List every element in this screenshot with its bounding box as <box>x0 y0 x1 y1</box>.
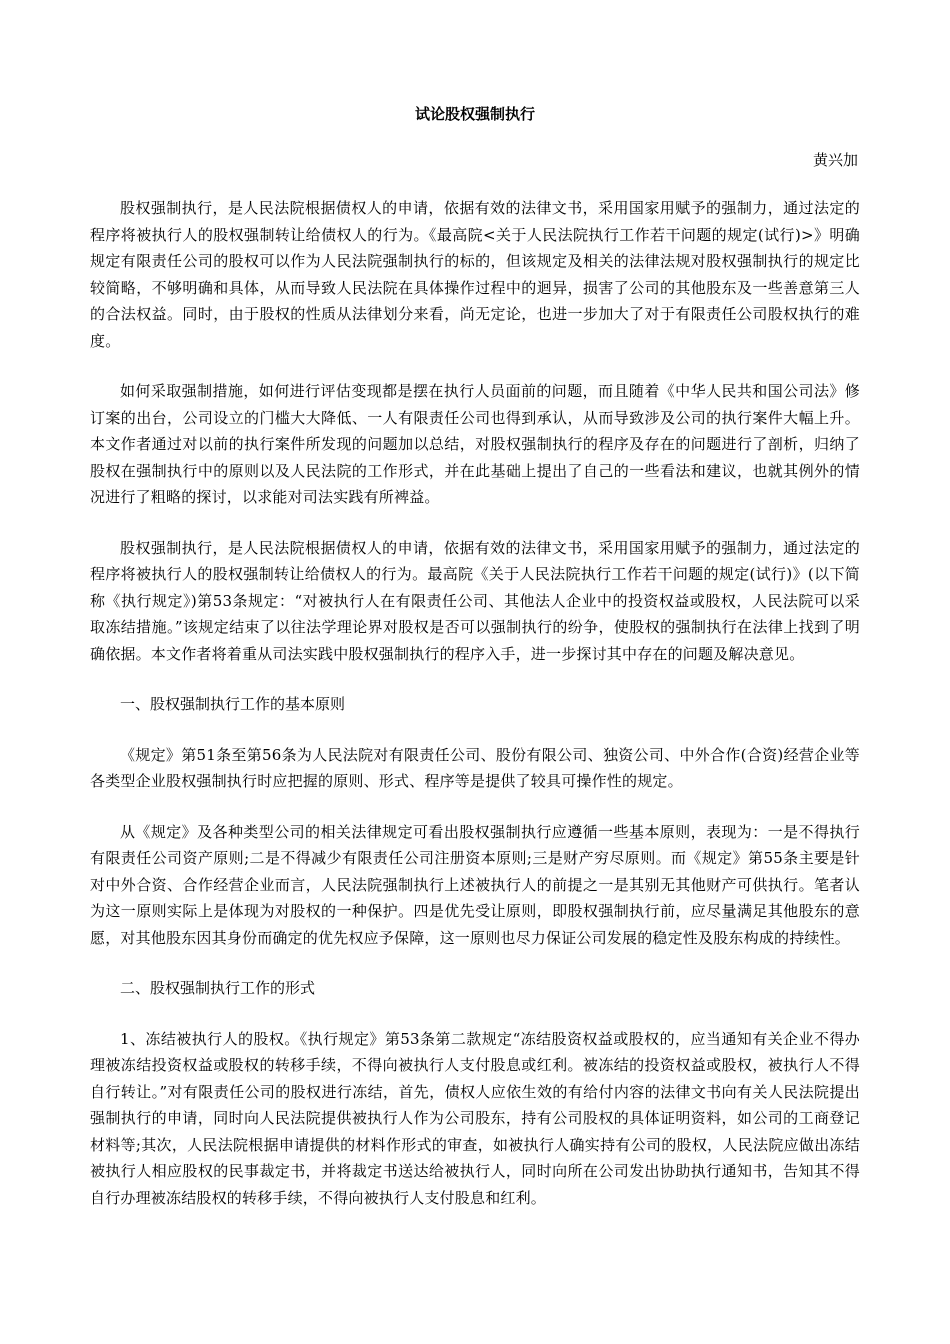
document-title: 试论股权强制执行 <box>414 105 535 123</box>
document-author: 黄兴加 <box>812 151 858 169</box>
paragraph-definition: 股权强制执行，是人民法院根据债权人的申请，依据有效的法律文书，采用国家用赋予的强制力，通过法定的程序将被执行人的股权强制转让给债权人的行为。最高院《关于人民法院执行工作若干问题的规定(试行)》(以下简称《执行规定》)第53条规定：“对被执行人在有限责任公司、其他法人企业中的投资权益或股权，人民法院可以采取冻结措施。”该规定结束了以往法学理论界对股权是否可以强制执行的纷争，使股权的强制执行在法律上找到了明确依据。本文作者将着重从司法实践中股权强制执行的程序入手，进一步探讨其中存在的问题及解决意见。 <box>90 538 860 663</box>
section-heading-forms: 二、股权强制执行工作的形式 <box>120 979 316 997</box>
document-body <box>90 195 860 1235</box>
paragraph-regulations: 《规定》第51条至第56条为人民法院对有限责任公司、股份有限公司、独资公司、中外合作(合资)经营企业等各类型企业股权强制执行时应把握的原则、形式、程序等是提供了较具可操作性的规定。 <box>90 745 860 790</box>
paragraph-intro: 股权强制执行，是人民法院根据债权人的申请，依据有效的法律文书，采用国家用赋予的强制力，通过法定的程序将被执行人的股权强制转让给债权人的行为。《最高院<关于人民法院执行工作若干问题的规定(试行)>》明确规定有限责任公司的股权可以作为人民法院强制执行的标的，但该规定及相关的法律法规对股权强制执行的规定比较简略，不够明确和具体，从而导致人民法院在具体操作过程中的迴异，损害了公司的其他股东及一些善意第三人的合法权益。同时，由于股权的性质从法律划分来看，尚无定论，也进一步加大了对于有限责任公司股权执行的难度。 <box>90 199 860 350</box>
paragraph-principles: 从《规定》及各种类型公司的相关法律规定可看出股权强制执行应遵循一些基本原则，表现为：一是不得执行有限责任公司资产原则;二是不得减少有限责任公司注册资本原则;三是财产穷尽原则。而《规定》第55条主要是针对中外合资、合作经营企业而言，人民法院强制执行上述被执行人的前提之一是其别无其他财产可供执行。笔者认为这一原则实际上是体现为对股权的一种保护。四是优先受让原则，即股权强制执行前，应尽量满足其他股东的意愿，对其他股东因其身份而确定的优先权应予保障，这一原则也尽力保证公司发展的稳定性及股东构成的持续性。 <box>90 822 860 947</box>
paragraph-freeze: 1、冻结被执行人的股权。《执行规定》第53条第二款规定“冻结股资权益或股权的，应当通知有关企业不得办理被冻结投资权益或股权的转移手续，不得向被执行人支付股息或红利。被冻结的投资权益或股权，被执行人不得自行转让。”对有限责任公司的股权进行冻结，首先，债权人应依生效的有给付内容的法律文书向有关人民法院提出强制执行的申请，同时向人民法院提供被执行人作为公司股东，持有公司股权的具体证明资料，如公司的工商登记材料等;其次，人民法院根据申请提供的材料作形式的审查，如被执行人确实持有公司的股权，人民法院应做出冻结被执行人相应股权的民事裁定书，并将裁定书送达给被执行人，同时向所在公司发出协助执行通知书，告知其不得自行办理被冻结股权的转移手续，不得向被执行人支付股息和红利。 <box>90 1029 860 1207</box>
section-heading-principles: 一、股权强制执行工作的基本原则 <box>120 695 346 713</box>
paragraph-background: 如何采取强制措施，如何进行评估变现都是摆在执行人员面前的问题，而且随着《中华人民共和国公司法》修订案的出台，公司设立的门槛大大降低、一人有限责任公司也得到承认，从而导致涉及公司的执行案件大幅上升。本文作者通过对以前的执行案件所发现的问题加以总结，对股权强制执行的程序及存在的问题进行了剖析，归纳了股权在强制执行中的原则以及人民法院的工作形式，并在此基础上提出了自己的一些看法和建议，也就其例外的情况进行了粗略的探讨，以求能对司法实践有所裨益。 <box>90 382 860 506</box>
